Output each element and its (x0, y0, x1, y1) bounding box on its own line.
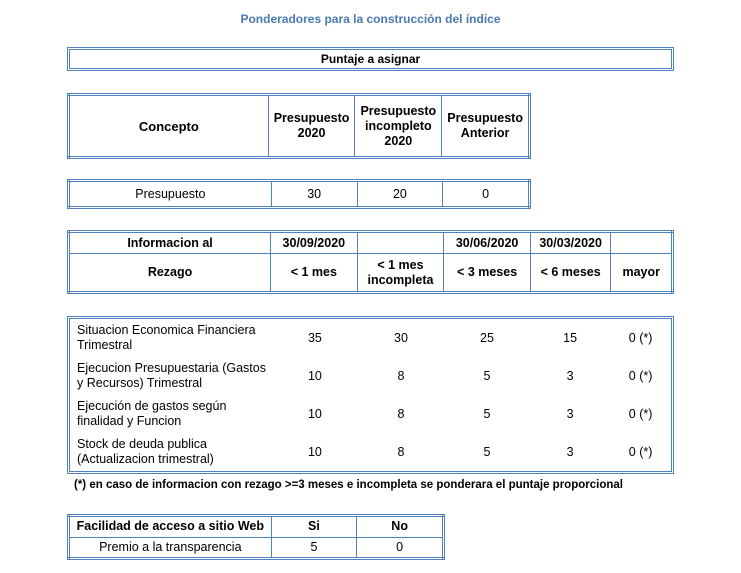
scores-table (67, 316, 674, 474)
presupuesto-value: 20 (392, 186, 407, 201)
rezago-value: < 3 meses (457, 265, 518, 280)
info-date (358, 233, 444, 253)
rezago-value: mayor (622, 265, 660, 280)
table-row (70, 395, 671, 433)
score-label: Ejecucion Presupuestaria (Gastos y Recursos) Trimestral (77, 361, 266, 390)
web-access-table (67, 514, 445, 560)
table-row (70, 319, 671, 357)
score-value: 30 (394, 330, 408, 345)
presupuesto-anterior-header: Presupuesto Anterior (447, 111, 523, 140)
score-value: 3 (566, 368, 574, 383)
si-header: Si (308, 519, 320, 534)
footnote: (*) en caso de informacion con rezago >=3 meses e incompleta se ponderara el puntaje proporcional (74, 479, 623, 491)
premio-si-value: 5 (310, 539, 318, 554)
score-value: 3 (566, 406, 574, 421)
info-date: 30/09/2020 (282, 235, 346, 250)
concepto-header: Concepto (138, 118, 199, 134)
premio-no-value: 0 (396, 539, 404, 554)
score-value: 5 (483, 444, 491, 459)
informacion-al-label: Informacion al (127, 235, 213, 250)
score-value: 0 (*) (628, 368, 653, 383)
score-value: 35 (307, 330, 322, 345)
score-value: 0 (*) (628, 330, 653, 345)
page-title: Ponderadores para la construcción del índice (240, 12, 501, 26)
score-value: 10 (307, 444, 322, 459)
rezago-value: < 1 mes (290, 265, 337, 280)
presupuesto-value: 30 (307, 186, 322, 201)
score-value: 0 (*) (628, 406, 653, 421)
rezago-value: < 1 mes incompleta (367, 257, 434, 287)
table-row (70, 433, 671, 471)
score-value: 8 (397, 368, 405, 383)
score-value: 25 (480, 330, 494, 345)
table-row (70, 357, 671, 395)
puntaje-header (67, 47, 674, 71)
presupuesto-table (67, 179, 531, 209)
score-label: Situacion Economica Financiera Trimestral (77, 323, 256, 352)
score-label: Ejecución de gastos según finalidad y Funcion (77, 399, 227, 428)
info-date: 30/06/2020 (455, 235, 519, 250)
presupuesto-2020-header: Presupuesto 2020 (273, 111, 350, 140)
no-header: No (391, 519, 408, 534)
score-value: 10 (307, 368, 322, 383)
presupuesto-label: Presupuesto (135, 186, 206, 201)
presupuesto-value: 0 (482, 186, 490, 201)
rezago-value: < 6 meses (540, 265, 601, 280)
info-date: 30/03/2020 (539, 235, 602, 250)
score-value: 10 (307, 406, 322, 421)
score-value: 5 (483, 368, 491, 383)
table-row (69, 254, 673, 293)
rezago-label: Rezago (147, 265, 193, 280)
info-table (67, 230, 674, 294)
score-value: 3 (566, 444, 574, 459)
score-value: 5 (483, 406, 491, 421)
score-label: Stock de deuda publica (Actualizacion trimestral) (77, 437, 214, 466)
table-row (69, 232, 673, 254)
score-value: 0 (*) (628, 444, 653, 459)
info-date (611, 233, 671, 253)
table-row (69, 537, 444, 559)
table-row (69, 181, 530, 208)
table-row (69, 516, 444, 538)
premio-label: Premio a la transparencia (99, 539, 242, 554)
presupuesto-incompleto-header: Presupuesto incompleto 2020 (360, 103, 437, 148)
concept-header-table (67, 93, 531, 159)
score-value: 15 (563, 330, 578, 345)
score-value: 8 (397, 406, 405, 421)
score-value: 8 (397, 444, 405, 459)
puntaje-header-label: Puntaje a asignar (320, 51, 421, 66)
web-access-header: Facilidad de acceso a sitio Web (76, 519, 264, 534)
